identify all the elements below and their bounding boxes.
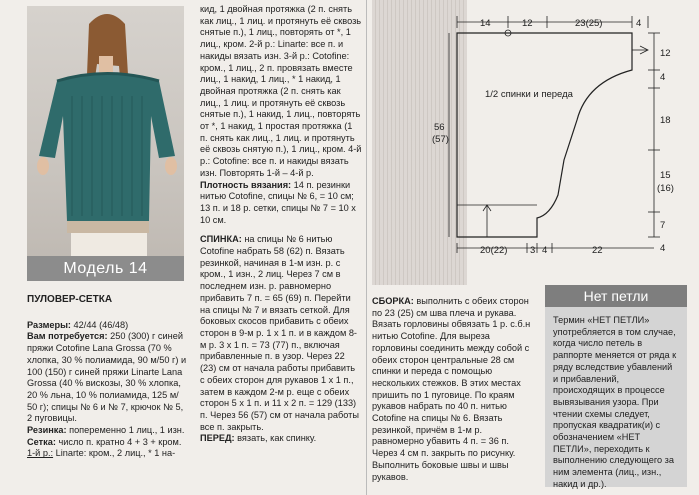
left-dim-b: (57) <box>432 134 449 145</box>
bottom-dim-0: 20(22) <box>480 245 508 256</box>
assembly-value: выполнить с обеих сторон по 23 (25) см швa плеча и рукава. Вязать горловины обвязать 1 р. с.б.н нитью Cotofine. Для выреза горловины соединить между собой с обеих сторон центральные 28 см спинки и переда с помощью нескольких стежков. В этих местах пришить по 1 пуговице. По краям рукавов набрать по 40 п. нитью Cotofine на спицы № 6. Вязать резинкой, причём в 1-м р. равномерно убавить 4 п. = 36 п. Через 4 см п. закрыть по рисунку. Выполнить боковые швы и швы рукавов. <box>372 296 531 482</box>
sidebar-text: Термин «НЕТ ПЕТЛИ» употребляется в том случае, когда число петель в раппорте меняется от ряда к ряду вследствие убавлений и прибавлений, происходящих в процессе вывязывания узора. При чтении схемы следует, пропуская квадратик(и) с обозначением «НЕТ ПЕТЛИ», переходить к выполнению следующего за ним элемента (лиц., изн., накид и др.). <box>553 315 677 489</box>
col3-text <box>372 296 534 483</box>
back-value: на спицы № 6 нитью Cotofine набрать 58 (62) п. Вязать резинкой, начиная в 1-м изн. р. с кром., 1 изн., 2 лиц. Через 7 см в последнем изн. р. равномерно прибавить 7 п. = 65 (69) п. Перейти на спицы № 7 и вязать сеткой. Для боковых скосов прибавить с обеих сторон в 9-м р. 1 х 1 п. и в каждом 8-м р. 3 х 1 п. = 73 (77) п., включая прибавленные п. в узор. Через 22 (23) см от начала работы прибавить с обеих сторон для рукавов 1 х 1 п., затем в каждом 2-м р. еще с обеих сторон 5 х 1 п. и 11 х 2 п. = 129 (133) п. Через 56 (57) см от начала работы все п. закрыть. <box>200 234 359 432</box>
front-label: ПЕРЕД: <box>200 433 235 444</box>
schematic-diagram <box>372 0 699 290</box>
bottom-dim-2: 4 <box>542 245 548 256</box>
rib-label: Резинка: <box>27 425 67 436</box>
column-divider <box>366 0 367 495</box>
top-dim-0: 14 <box>480 18 491 29</box>
density-value: 14 п. резинки нитью Cotofine, спицы № 6, = 10 см; 13 п. и 18 р. сетки, спицы № 7 = 10 х 10 см. <box>200 179 356 225</box>
back-label: СПИНКА: <box>200 234 242 245</box>
sidebar-box <box>545 307 687 487</box>
model-caption: Модель 14 <box>27 256 184 281</box>
right-dim-3: 15 <box>660 170 671 181</box>
materials-label: Вам потребуется: <box>27 331 108 342</box>
bottom-dim-3: 22 <box>592 245 603 256</box>
rib-value: попеременно 1 лиц., 1 изн. <box>66 425 185 436</box>
sizes-label: Размеры: <box>27 319 71 330</box>
row1-label: 1-й р.: <box>27 448 54 459</box>
front-value: вязать, как спинку. <box>234 433 317 444</box>
sidebar-title: Нет петли <box>545 285 687 307</box>
top-dim-1: 12 <box>522 18 533 29</box>
right-dim-2: 18 <box>660 115 671 126</box>
col2-text <box>200 4 362 445</box>
net-value: число п. кратно 4 + 3 + кром. <box>55 436 182 447</box>
right-dim-6: 4 <box>660 243 666 254</box>
right-dim-0: 12 <box>660 48 671 59</box>
model-photo <box>27 6 184 281</box>
top-dim-3: 4 <box>636 18 642 29</box>
right-dim-1: 4 <box>660 72 666 83</box>
density-label: Плотность вязания: <box>200 179 292 190</box>
right-dim-4: (16) <box>657 183 674 194</box>
right-dim-5: 7 <box>660 220 666 231</box>
col1-text <box>27 294 187 460</box>
left-dim-a: 56 <box>434 122 445 133</box>
diagram-label: 1/2 спинки и переда <box>485 89 573 100</box>
row1-value: Linarte: кром., 2 лиц., * 1 на- <box>53 448 176 459</box>
pattern-title: ПУЛОВЕР-СЕТКА <box>27 294 113 305</box>
top-dim-2: 23(25) <box>575 18 603 29</box>
bottom-dim-1: 3 <box>530 245 536 256</box>
net-label: Сетка: <box>27 436 56 447</box>
assembly-label: СБОРКА: <box>372 296 414 306</box>
materials-value: 250 (300) г синей пряжи Cotofine Lana Grossa (70 % хлопка, 30 % полиамида, 90 м/50 г) и 100 (150) г синей пряжи Linarte Lana Grossa (40 % вискозы, 30 % хлопка, 20 % льна, 10 % полиамида, 125 м/ 50 г); спицы № 6 и № 7, крючок № 5, 2 пуговицы. <box>27 331 187 424</box>
pattern-rows: кид, 1 двойная протяжка (2 п. снять как лиц., 1 лиц. и протянуть её сквозь снятые п.), 1 лиц., повторять от *, 1 лиц., кром. 2-й р.: Linarte: все п. и накиды вязать изн. 3-й р.: Cotofine: кром., 1 лиц., 2 п. провязать вместе лиц., 1 накид, 1 лиц., * 1 накид, 1 двойная протяжка (2 п. снять как лиц., 1 лиц. и протянуть её сквозь снятые п.), 1 накид, 1 лиц., повторять от *, 1 накид, 1 простая протяжка (1 п. снять как лиц., 1 лиц. и протянуть её сквозь снятую п.), 1 лиц., кром. 4-й р.: Cotofine: все п. и накиды вязать изн. Повторять 1-й – 4-й р. <box>200 4 362 178</box>
sizes-value: 42/44 (46/48) <box>71 319 129 330</box>
